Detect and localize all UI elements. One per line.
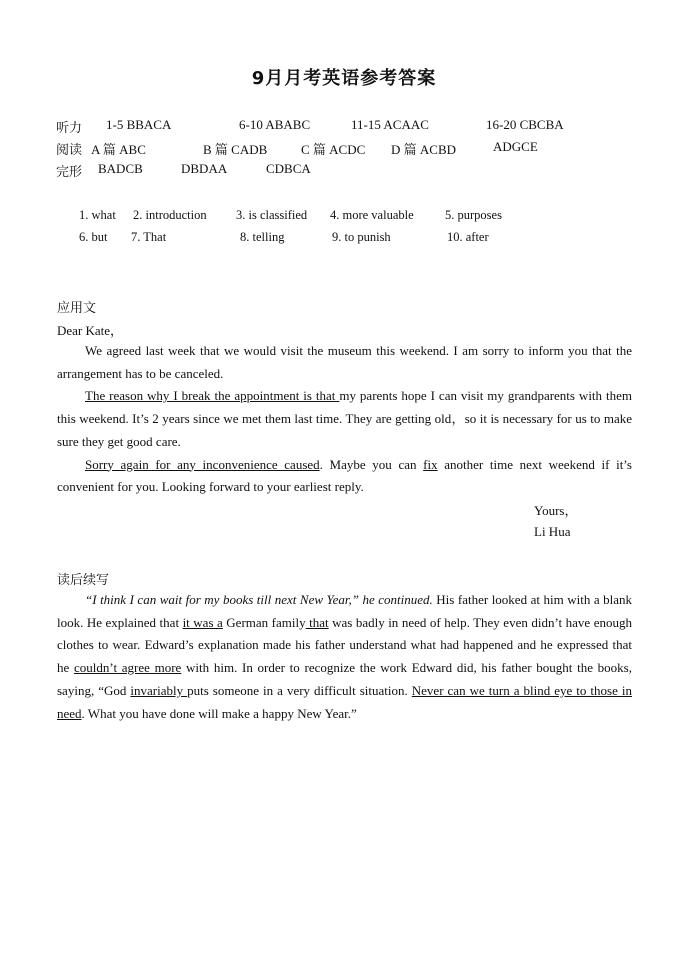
- fill-in-answer: 3. is classified: [236, 208, 308, 222]
- underlined-phrase: The reason why I break the appointment is that: [85, 388, 340, 404]
- fill-in-answer: 9. to punish: [332, 230, 391, 244]
- fill-in-answer: 7. That: [131, 230, 167, 244]
- paragraph-text: . What you have done will make a happy New Year.”: [81, 705, 357, 721]
- fill-in-answer: 5. purposes: [445, 208, 502, 222]
- listening-group: 6-10 ABABC: [239, 117, 311, 132]
- letter-salutation: Dear Kate，: [57, 323, 124, 338]
- letter-paragraph-2: [57, 385, 632, 453]
- letter-body: [57, 340, 632, 499]
- underlined-phrase: fix: [423, 456, 438, 472]
- underlined-phrase: it was a: [182, 614, 223, 630]
- paragraph-text: German family: [222, 614, 306, 630]
- underlined-phrase: invariably: [130, 682, 188, 698]
- continuation-paragraph: [57, 589, 632, 725]
- paragraph-text: my parents hope I can visit my grandparents with them this weekend. It’s 2 years since we met them last time. They are getting old，so it is necessary for us to make sure they get good care.: [57, 388, 632, 449]
- fill-in-answer: 10. after: [447, 230, 489, 244]
- listening-group: 1-5 BBACA: [106, 117, 172, 132]
- continuation-heading: 读后续写: [57, 572, 110, 587]
- fill-in-answer: 2. introduction: [133, 208, 207, 222]
- cloze-group: DBDAA: [181, 161, 228, 176]
- letter-paragraph-1: We agreed last week that we would visit the museum this weekend. I am sorry to inform you that the arrangement has to be canceled.: [57, 343, 632, 381]
- reading-group: B 篇 CADB: [203, 142, 268, 157]
- fill-in-answer: 1. what: [79, 208, 116, 222]
- quote-text: “I think I can wait for my books till next New Year,” he continued.: [85, 592, 433, 607]
- fill-in-answer: 6. but: [79, 230, 108, 244]
- underlined-phrase: Never can we turn a blind eye to those in need: [57, 682, 632, 721]
- paragraph-text: was badly in need of help. They even didn’t have enough clothes to wear. Edward’s explanation made his father understand what had happened and he expressed that he: [57, 614, 632, 676]
- practical-writing-heading: 应用文: [57, 300, 97, 315]
- reading-group: ADGCE: [493, 139, 538, 154]
- cloze-label: 完形: [56, 164, 83, 179]
- reading-label: 阅读: [56, 142, 83, 157]
- fill-in-answer: 8. telling: [240, 230, 285, 244]
- reading-group: D 篇 ACBD: [391, 142, 457, 157]
- underlined-phrase: that: [305, 614, 329, 630]
- paragraph-text: puts someone in a very difficult situation.: [187, 682, 412, 698]
- letter-closing: Yours，: [534, 503, 578, 518]
- paragraph-text: another time next weekend if it’s convenient for you. Looking forward to your earliest reply.: [57, 456, 632, 495]
- listening-group: 16-20 CBCBA: [486, 117, 564, 132]
- letter-paragraph-3: [57, 454, 632, 499]
- paragraph-text: His father looked at him with a blank look. He explained that: [57, 592, 633, 630]
- listening-group: 11-15 ACAAC: [351, 117, 429, 132]
- reading-group: C 篇 ACDC: [301, 142, 366, 157]
- listening-label: 听力: [56, 120, 83, 135]
- cloze-group: BADCB: [98, 161, 143, 176]
- underlined-phrase: Sorry again for any inconvenience caused: [85, 456, 320, 472]
- fill-in-answer: 4. more valuable: [330, 208, 414, 222]
- letter-signature: Li Hua: [534, 524, 571, 539]
- underlined-phrase: couldn’t agree more: [73, 660, 182, 676]
- paragraph-text: with him. In order to recognize the work Edward did, his father bought the books, saying, “God: [57, 660, 632, 698]
- cloze-group: CDBCA: [266, 161, 311, 176]
- reading-group: A 篇 ABC: [91, 142, 146, 157]
- continuation-body: [57, 589, 632, 725]
- paragraph-text: . Maybe you can: [319, 456, 424, 472]
- page-title: 9月月考英语参考答案: [251, 68, 437, 89]
